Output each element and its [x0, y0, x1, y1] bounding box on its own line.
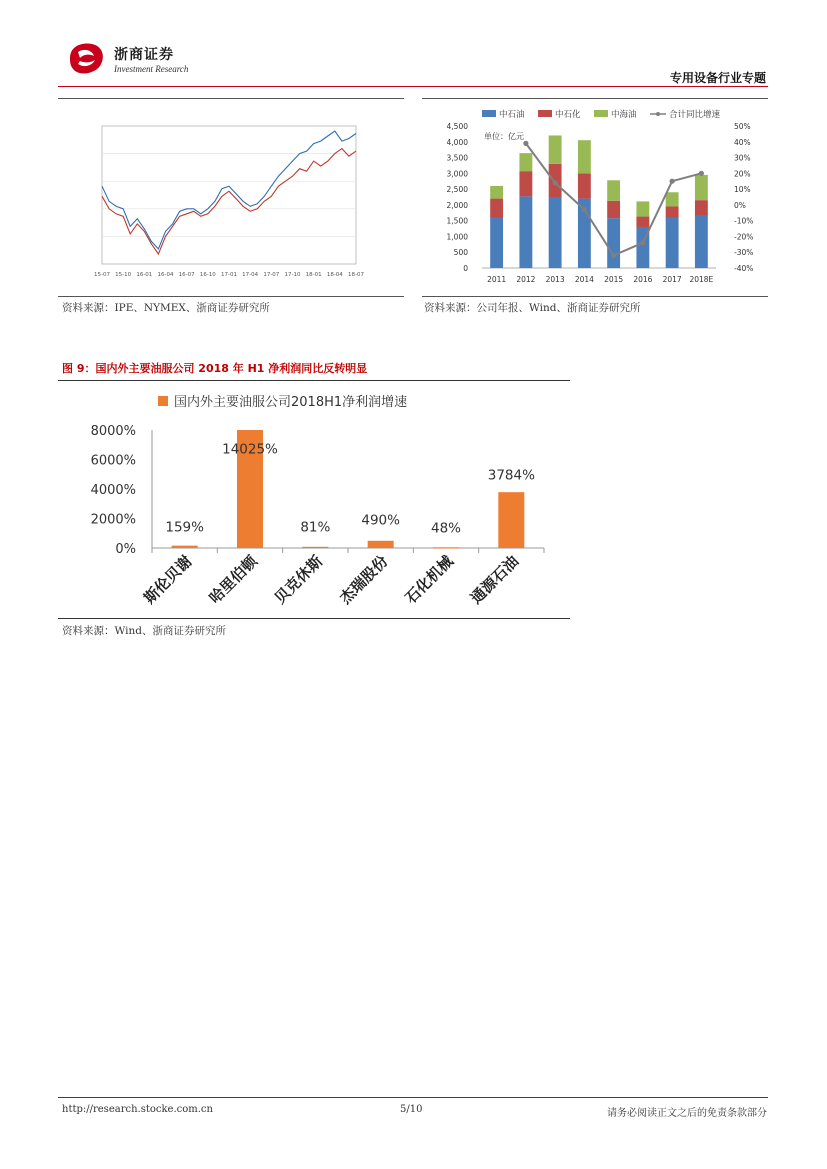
- legend-label: 中海油: [611, 110, 637, 120]
- figure-9-top-rule: [58, 380, 570, 381]
- fig9-category-label: 斯伦贝谢: [140, 552, 196, 608]
- right-chart-y-tick: 2,000: [446, 200, 468, 210]
- fig9-y-tick: 6000%: [90, 453, 136, 469]
- fig9-legend-swatch: [158, 396, 168, 406]
- fig9-y-tick: 0%: [115, 542, 136, 557]
- right-chart-y2-tick: 0%: [734, 200, 746, 210]
- legend-swatch: [594, 110, 608, 117]
- figure-9-source: 资料来源：Wind、浙商证券研究所: [62, 625, 226, 637]
- bar-segment: [636, 217, 649, 227]
- header-divider: [58, 86, 768, 87]
- left-figure-bottom-rule: [58, 296, 404, 297]
- bar-segment: [695, 200, 708, 216]
- right-chart-y2-tick: 30%: [734, 153, 751, 163]
- growth-point: [611, 253, 616, 258]
- left-chart-x-tick: 18-07: [348, 272, 364, 278]
- footer-disclaimer: 请务必阅读正文之后的免责条款部分: [607, 1108, 767, 1119]
- figure-9-caption: 图 9：国内外主要油服公司 2018 年 H1 净利润同比反转明显: [62, 362, 368, 375]
- growth-point: [699, 171, 704, 176]
- fig9-data-label: 490%: [361, 512, 400, 529]
- fig9-bar: [368, 541, 394, 548]
- growth-point: [670, 179, 675, 184]
- right-figure-top-rule: [422, 98, 768, 99]
- fig9-data-label: 14025%: [222, 441, 278, 458]
- right-chart-x-tick: 2013: [545, 275, 565, 284]
- right-chart-y-tick: 0: [463, 264, 468, 273]
- fig9-data-label: 159%: [165, 519, 204, 536]
- fig9-data-label: 3784%: [487, 467, 535, 484]
- right-chart-x-tick: 2011: [487, 275, 507, 284]
- footer-url[interactable]: http://research.stocke.com.cn: [62, 1104, 213, 1115]
- bar-segment: [490, 199, 503, 218]
- left-chart-x-tick: 16-01: [136, 272, 153, 278]
- growth-point: [523, 141, 528, 146]
- right-chart-y2-tick: 50%: [734, 122, 751, 131]
- right-chart-y-tick: 500: [453, 248, 468, 258]
- report-title: 专用设备行业专题: [669, 71, 766, 85]
- right-chart-y2-tick: 10%: [734, 185, 751, 195]
- left-chart-grid: [102, 126, 356, 264]
- page-number: 5/10: [400, 1104, 423, 1115]
- bar-segment: [607, 201, 620, 218]
- bar-segment: [607, 180, 620, 201]
- fig9-bar: [433, 547, 459, 548]
- right-chart-bars: [490, 135, 708, 268]
- bar-segment: [695, 216, 708, 268]
- left-chart-x-tick: 16-07: [178, 272, 195, 278]
- legend-label: 中石化: [555, 110, 581, 120]
- right-chart-x-tick: 2012: [516, 275, 536, 284]
- left-chart-series: [102, 131, 356, 254]
- footer-divider: [58, 1097, 768, 1098]
- left-figure-top-rule: [58, 98, 404, 99]
- bar-segment: [695, 175, 708, 200]
- left-chart-x-tick: 17-10: [284, 272, 301, 278]
- legend-marker: [656, 112, 660, 116]
- left-chart-x-tick: 18-04: [326, 272, 343, 278]
- left-chart-x-tick: 17-04: [242, 272, 259, 278]
- right-chart-y2-tick: -10%: [734, 216, 754, 226]
- left-chart-frame: [102, 126, 356, 264]
- left-chart-x-tick: 18-01: [305, 272, 322, 278]
- company-name-en: Investment Research: [114, 64, 189, 74]
- bar-segment: [490, 186, 503, 199]
- legend-label: 中石油: [499, 110, 525, 120]
- right-chart-x-tick: 2015: [604, 275, 624, 284]
- left-chart-x-tick: 16-10: [199, 272, 216, 278]
- fig9-category-label: 贝克休斯: [270, 552, 327, 608]
- fig9-bar: [302, 547, 328, 548]
- left-chart-x-tick: 16-04: [157, 272, 174, 278]
- fig9-data-label: 48%: [430, 520, 462, 537]
- fig9-bar: [498, 492, 524, 548]
- bar-segment: [578, 173, 591, 198]
- logo-icon: [66, 40, 106, 76]
- right-chart-unit-label: 单位：亿元: [484, 132, 524, 141]
- right-chart-x-tick: 2018E: [689, 275, 714, 284]
- bar-segment: [666, 218, 679, 268]
- fig9-legend-label: 国内外主要油服公司2018H1净利润增速: [174, 395, 408, 410]
- fig9-category-label: 通源石油: [466, 552, 523, 608]
- right-chart-y2-tick: -20%: [734, 232, 754, 242]
- right-chart-x-tick: 2017: [662, 275, 682, 284]
- bar-segment: [549, 135, 562, 163]
- series-line-brent: [102, 131, 356, 249]
- fig9-axes: [91, 424, 544, 557]
- right-chart-y2-tick: 20%: [734, 169, 751, 179]
- bar-segment: [636, 201, 649, 216]
- left-chart-x-tick: 17-01: [221, 272, 237, 278]
- bar-segment: [519, 171, 532, 196]
- fig9-y-tick: 4000%: [90, 483, 136, 498]
- right-figure-bottom-rule: [422, 296, 768, 297]
- fig9-category-label: 石化机械: [401, 552, 457, 608]
- growth-point: [582, 207, 587, 212]
- right-chart-y-tick: 3,500: [446, 153, 468, 163]
- bar-segment: [519, 196, 532, 268]
- right-chart-y2-tick: -30%: [734, 248, 754, 258]
- fig9-category-label: 杰瑞股份: [336, 552, 392, 608]
- series-line-wti: [102, 149, 356, 254]
- growth-point: [640, 240, 645, 245]
- fig9-bar: [172, 546, 198, 548]
- right-chart-y-tick: 4,500: [446, 122, 468, 131]
- right-chart-y-tick: 1,000: [446, 232, 468, 242]
- left-chart-x-tick: 15-07: [94, 272, 110, 278]
- right-chart-legend: [482, 109, 721, 120]
- left-chart-x-tick: 15-10: [115, 272, 132, 278]
- legend-swatch: [482, 110, 496, 117]
- left-figure-source: 资料来源：IPE、NYMEX、浙商证券研究所: [62, 302, 270, 314]
- right-chart-y2-tick: 40%: [734, 137, 751, 147]
- net-profit-growth-bar-chart: [58, 384, 572, 616]
- growth-point: [553, 180, 558, 185]
- fig9-y-tick: 2000%: [90, 512, 136, 528]
- right-chart-y-tick: 3,000: [446, 169, 468, 179]
- legend-swatch: [538, 110, 552, 117]
- capex-stacked-bar-chart: [430, 106, 770, 292]
- right-chart-y-tick: 2,500: [446, 185, 468, 195]
- left-chart-x-tick: 17-07: [263, 272, 280, 278]
- bar-segment: [578, 140, 591, 173]
- bar-segment: [549, 197, 562, 268]
- figure-9-bottom-rule: [58, 618, 570, 619]
- bar-segment: [607, 218, 620, 268]
- bar-segment: [519, 153, 532, 171]
- bar-segment: [666, 206, 679, 217]
- fig9-y-tick: 8000%: [90, 424, 136, 439]
- bar-segment: [666, 192, 679, 206]
- right-figure-source: 资料来源：公司年报、Wind、浙商证券研究所: [424, 302, 641, 314]
- right-chart-y2-tick: -40%: [734, 264, 754, 273]
- right-chart-x-tick: 2016: [633, 275, 653, 284]
- company-name-cn: 浙商证券: [114, 47, 174, 63]
- fig9-bars: [140, 430, 535, 607]
- left-chart-x-ticks: [94, 272, 364, 278]
- right-chart-y-tick: 1,500: [446, 216, 468, 226]
- bar-segment: [490, 218, 503, 268]
- fig9-category-label: 哈里伯顿: [205, 552, 261, 608]
- right-chart-x-tick: 2014: [574, 275, 594, 284]
- oil-price-line-chart: [84, 118, 378, 290]
- fig9-data-label: 81%: [300, 519, 331, 536]
- legend-label: 合计同比增速: [669, 110, 721, 120]
- right-chart-y-tick: 4,000: [446, 137, 468, 147]
